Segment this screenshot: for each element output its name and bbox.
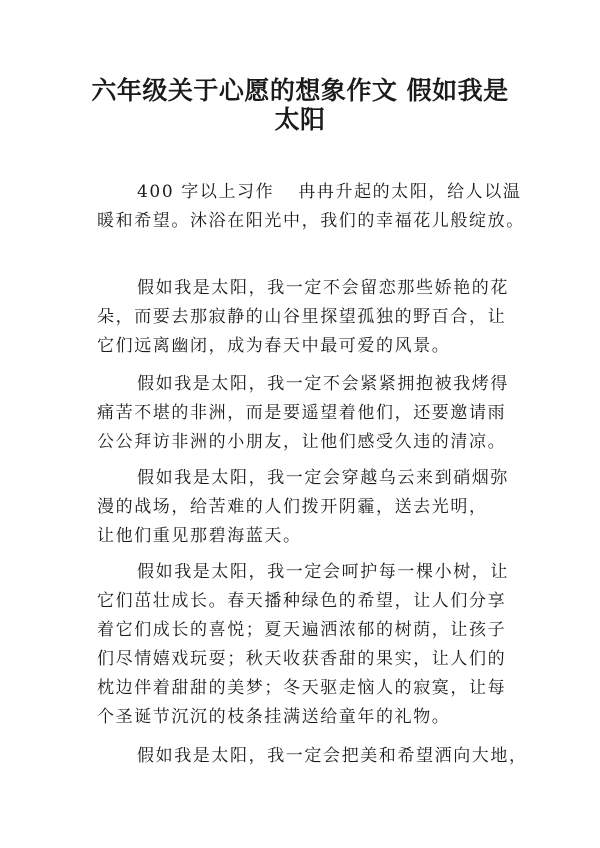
paragraph-line: 痛苦不堪的非洲，而是要遥望着他们，还要邀请雨	[97, 403, 507, 423]
paragraph-line: 假如我是太阳，我一定会穿越乌云来到硝烟弥	[137, 468, 509, 488]
body-paragraph-1	[97, 274, 517, 361]
paragraph-line: 它们茁壮成长。春天播种绿色的希望，让人们分享	[97, 591, 507, 611]
paragraph-line: 着它们成长的喜悦；夏天遍洒浓郁的树荫，让孩子	[97, 620, 507, 640]
paragraph-line: 假如我是太阳，我一定会呵护每一棵小树，让	[137, 562, 509, 582]
paragraph-line: 假如我是太阳，我一定会把美和希望洒向大地，	[137, 746, 528, 766]
paragraph-line: 让他们重见那碧海蓝天。	[97, 526, 302, 546]
paragraph-line: 假如我是太阳，我一定不会紧紧拥抱被我烤得	[137, 374, 509, 394]
paragraph-line: 假如我是太阳，我一定不会留恋那些娇艳的花	[137, 278, 509, 298]
intro-line-2: 暖和希望。沐浴在阳光中，我们的幸福花儿般绽放。	[97, 211, 525, 231]
body-paragraph-5	[97, 742, 528, 771]
document-title	[60, 74, 540, 132]
paragraph-line: 枕边伴着甜甜的美梦；冬天驱走恼人的寂寞，让每	[97, 678, 507, 698]
paragraph-line: 们尽情嬉戏玩耍；秋天收获香甜的果实，让人们的	[97, 649, 507, 669]
title-line-1: 六年级关于心愿的想象作文 假如我是	[91, 76, 509, 105]
title-line-2: 太阳	[274, 105, 326, 134]
paragraph-line: 漫的战场，给苦难的人们拨开阴霾，送去光明，	[97, 497, 488, 517]
paragraph-line: 朵，而要去那寂静的山谷里探望孤独的野百合，让	[97, 307, 507, 327]
intro-line-1	[97, 178, 522, 207]
intro-paragraph	[97, 178, 525, 236]
body-paragraph-4	[97, 558, 517, 732]
paragraph-line: 它们远离幽闭，成为春天中最可爱的风景。	[97, 336, 451, 356]
paragraph-line: 公公拜访非洲的小朋友，让他们感受久违的清凉。	[97, 432, 507, 452]
paragraph-line: 个圣诞节沉沉的枝条挂满送给童年的礼物。	[97, 707, 451, 727]
body-paragraph-2	[97, 370, 517, 457]
intro-lead: 400 字以上习作	[137, 182, 275, 202]
body-paragraph-3	[97, 464, 517, 551]
intro-line-1-rest: 冉冉升起的太阳，给人以温	[298, 182, 522, 202]
